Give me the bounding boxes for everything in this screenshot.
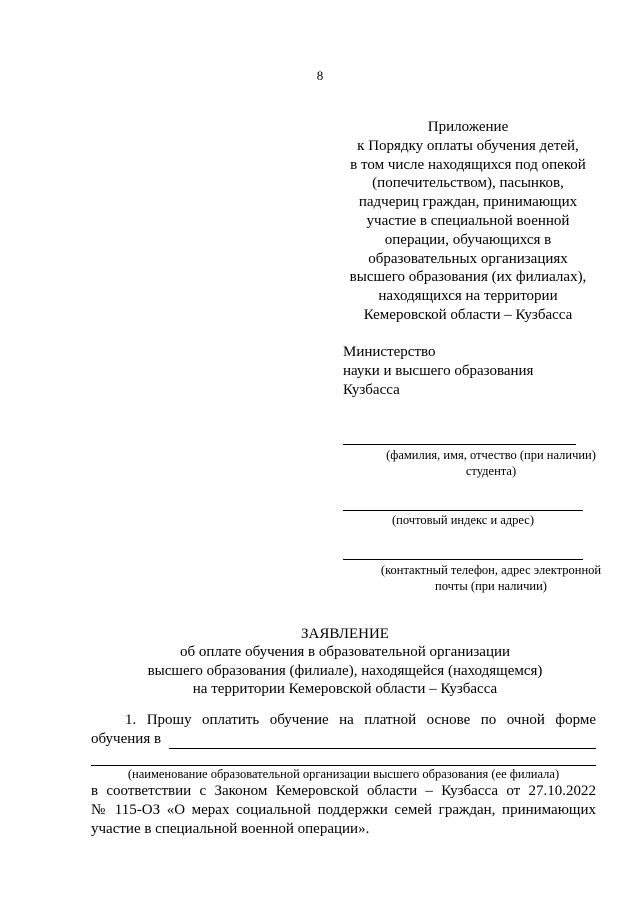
law-reference — [91, 782, 596, 839]
appendix-line: участие в специальной военной — [366, 212, 570, 229]
law-line-3: участие в специальной военной операции». — [91, 821, 370, 837]
appendix-line: находящихся на территории — [378, 288, 558, 305]
statement-heading — [60, 625, 630, 699]
appendix-line: в том числе находящихся под опекой — [350, 156, 586, 173]
appendix-line: Приложение — [427, 119, 509, 135]
contact-field[interactable] — [343, 559, 583, 560]
law-line-2: № 115-ОЗ «О мерах социальной поддержки семей граждан, принимающих — [91, 802, 596, 818]
appendix-line: к Порядку оплаты обучения детей, — [357, 137, 579, 154]
organization-caption: (наименование образовательной организации высшего образования (ее филиала) — [127, 767, 560, 781]
recipient-line: Министерство — [343, 344, 436, 360]
recipient-line: Кузбасса — [343, 381, 400, 398]
page-number: 8 — [316, 68, 324, 83]
statement-subtitle-line: высшего образования (филиале), находящейся (находящемся) — [147, 662, 543, 679]
appendix-line: Кемеровской области – Кузбасса — [363, 306, 573, 323]
appendix-line: падчериц граждан, принимающих — [358, 194, 578, 211]
statement-title: ЗАЯВЛЕНИЕ — [301, 626, 389, 642]
appendix-line: операции, обучающихся в — [384, 231, 552, 248]
postal-address-caption: (почтовый индекс и адрес) — [392, 513, 534, 527]
appendix-heading — [300, 118, 636, 325]
item-1 — [125, 711, 596, 730]
recipient-line: науки и высшего образования — [343, 362, 534, 379]
statement-subtitle-line: об оплате обучения в образовательной организации — [179, 644, 511, 661]
student-name-field[interactable] — [343, 444, 576, 445]
organization-name-field-inline[interactable] — [169, 734, 596, 749]
appendix-line: высшего образования (их филиалах), — [349, 269, 587, 286]
item-1-line-2: обучения в — [91, 731, 162, 747]
item-1-line-1: 1. Прошу оплатить обучение на платной основе по очной форме — [125, 712, 596, 728]
appendix-line: (попечительством), пасынков, — [372, 175, 564, 192]
item-1-continuation — [91, 730, 596, 749]
student-name-caption: (фамилия, имя, отчество (при наличии) студента) — [386, 448, 596, 478]
statement-subtitle-line: на территории Кемеровской области – Кузбасса — [192, 681, 498, 698]
recipient-block — [343, 343, 533, 399]
law-line-1: в соответствии с Законом Кемеровской области – Кузбасса от 27.10.2022 — [91, 783, 596, 799]
contact-caption: (контактный телефон, адрес электронной почты (при наличии) — [380, 563, 602, 593]
postal-address-field[interactable] — [343, 510, 583, 511]
appendix-line: образовательных организациях — [368, 250, 568, 267]
